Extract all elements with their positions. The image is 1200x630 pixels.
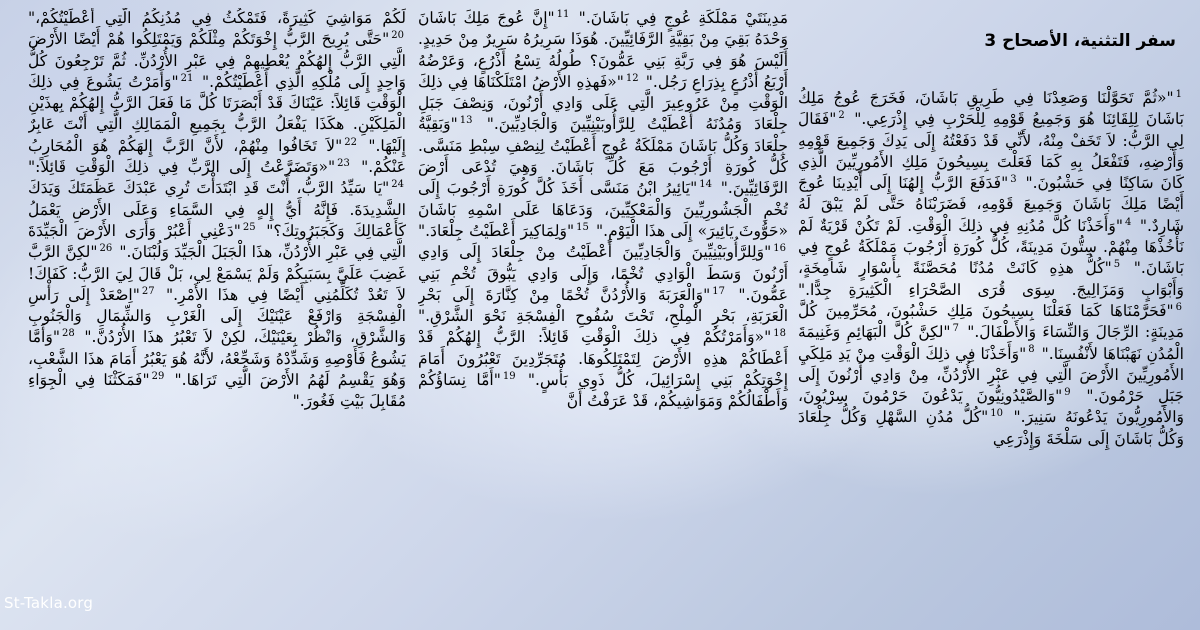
verse-text: "فَحَرَّمْنَاهَا كَمَا فَعَلْنَا بِسِيحُونَ مَلِكِ حَشْبُونَ، مُحَرِّمِينَ كُلَّ مَدِينَةٍ: الرِّجَالَ وَالنِّسَاءَ وَالأَطْفَالَ." <box>798 301 1184 342</box>
verse-number: 1 <box>1175 88 1182 100</box>
verse-text: "كُلُّ مُدُنِ السَّهْلِ وَكُلُّ جِلْعَادَ وَكُلُّ بَاشَانَ إِلَى سَلْخَةَ وَإِذْرَعِي <box>798 408 1184 448</box>
verse-text: "فَقَالَ لِي الرَّبُّ: لاَ تَخَفْ مِنْهُ، لأَنِّي قَدْ دَفَعْتُهُ إِلَى يَدِكَ وَجَمِيعَ قَوْمِهِ وَأَرْضِهِ، فَتَفْعَلُ بِهِ كَمَا فَعَلْتَ بِسِيحُونَ مَلِكِ الأَمُورِيِّينَ الَّذِي كَانَ سَاكِنًا فِي حَشْبُونَ." <box>798 110 1184 193</box>
column-middle-body <box>418 8 788 413</box>
verse-number: 27 <box>141 285 155 297</box>
verse-number: 8 <box>1028 344 1035 356</box>
verse-number: 29 <box>151 370 165 382</box>
verse-number: 25 <box>242 221 256 233</box>
verse-number: 17 <box>712 285 725 297</box>
verse-text: "يَا سَيِّدُ الرَّبُّ، أَنْتَ قَدِ ابْتَدَأْتَ تُرِي عَبْدَكَ عَظَمَتَكَ وَيَدَكَ الشَّدِيدَةَ. فَإِنَّهُ أَيُّ إِلهٍ فِي السَّمَاءِ وَعَلَى الأَرْضِ يَعْمَلُ كَأَعْمَالِكَ وَكَجَبَرُوتِكَ؟" <box>28 179 406 240</box>
verse-number: 24 <box>391 179 404 191</box>
verse-number: 28 <box>61 328 75 340</box>
verse-number: 12 <box>625 72 639 84</box>
verse-number: 7 <box>952 323 959 335</box>
verse-text: "فَدَفَعَ الرَّبُّ إِلهُنَا إِلَى أَيْدِينَا عُوجَ أَيْضًا مَلِكَ بَاشَانَ وَجَمِيعَ قَوْمِهِ، فَضَرَبْنَاهُ حَتَّى لَمْ يَبْقَ لَهُ شَارِدٌ." <box>798 174 1184 235</box>
verse-text: "وَالْعَرَبَةَ وَالأُرْدُنَّ تُخْمًا مِنْ كِنَّارَةَ إِلَى بَحْرِ الْعَرَبَةِ، بَحْرِ الْمِلْحِ، تَحْتَ سُفُوحِ الْفِسْجَةِ نَحْوَ الشَّرْقِ." <box>418 285 788 326</box>
verse-text: "«وَأَمَرْتُكُمْ فِي ذلِكَ الْوَقْتِ قَائِلاً: الرَّبُّ إِلهُكُمْ قَدْ أَعْطَاكُمْ هذِهِ الأَرْضَ لِتَمْتَلِكُوهَا. مُتَجَرِّدِينَ تَعْبُرُونَ أَمَامَ إِخْوَتِكُمْ بَنِي إِسْرَائِيلَ، كُلُّ ذَوِي بَأْسٍ." <box>418 328 788 390</box>
column-left-body <box>28 8 406 413</box>
verse-number: 9 <box>1064 387 1071 398</box>
verse-number: 5 <box>1113 259 1121 271</box>
verse-number: 20 <box>391 30 404 42</box>
verse-text: مَدِينَتَيْ مَمْلَكَةِ عُوجٍ فِي بَاشَانَ." <box>571 9 788 27</box>
chapter-title: سفر التثنية، الأصحاح 3 <box>984 31 1176 51</box>
verse-text: "دَعْنِي أَعْبُرْ وَأَرَى الأَرْضَ الْجَيِّدَةَ الَّتِي فِي عَبْرِ الأُرْدُنِّ، هذَا الْجَبَلَ الْجَيِّدَ وَلُبْنَانَ." <box>28 221 406 262</box>
text-column-right <box>798 12 1184 597</box>
verse-text: "اِصْعَدْ إِلَى رَأْسِ الْفِسْجَةِ وَارْفَعْ عَيْنَيْكَ إِلَى الْغَرْبِ وَالشِّمَالِ وَالْجَنُوبِ وَالشَّرْقِ، وَانْظُرْ بِعَيْنَيْكَ، لكِنْ لاَ تَعْبُرُ هذَا الأُرْدُنَّ." <box>28 285 406 347</box>
verse-number: 4 <box>1124 216 1132 228</box>
verse-number: 26 <box>99 243 113 255</box>
text-column-left <box>28 8 406 593</box>
verse-number: 13 <box>459 115 473 127</box>
text-column-middle <box>418 8 788 593</box>
verse-text: "وَالصَّيْدُونِيُّونَ يَدْعُونَ حَرْمُونَ سِرْيُونَ، وَالأَمُورِيُّونَ يَدْعُونَهُ سَنِيرَ." <box>798 387 1184 427</box>
verse-number: 16 <box>773 243 786 255</box>
verse-text: "وَأَخَذْنَا كُلَّ مُدُنِهِ فِي ذلِكَ الْوَقْتِ. لَمْ تَكُنْ قَرْيَةٌ لَمْ نَأْخُذْهَا مِنْهُمْ. سِتُّونَ مَدِينَةً، كُلُّ كُورَةِ أَرْجُوبَ مَمْلَكَةُ عُوجٍ فِي بَاشَانَ." <box>798 216 1184 278</box>
verse-number: 23 <box>337 157 350 169</box>
verse-number: 2 <box>838 110 845 122</box>
verse-text: "لكِنَّ الرَّبَّ غَضِبَ عَلَيَّ بِسَبَبِكُمْ وَلَمْ يَسْمَعْ لِي، بَلْ قَالَ لِيَ الرَّبُّ: كَفَاكَ! لاَ تَعُدْ تُكَلِّمُنِي أَيْضًا فِي هذَا الأَمْرِ." <box>28 243 406 304</box>
verse-text: "أَمَّا نِسَاؤُكُمْ وَأَطْفَالُكُمْ وَمَوَاشِيكُمْ، قَدْ عَرَفْتُ أَنَّ <box>418 371 788 411</box>
verse-text: "وَلِمَاكِيرَ أَعْطَيْتُ جِلْعَادَ." <box>418 221 575 240</box>
column-right-body <box>798 88 1184 450</box>
verse-text: لَكُمْ مَوَاشِيَ كَثِيرَةً، فَتَمْكُثُ فِي مُدُنِكُمُ الَّتِي أَعْطَيْتُكُمْ،" <box>28 9 406 27</box>
verse-text: "وَبَقِيَّةُ جِلْعَادَ وَكُلُّ بَاشَانَ مَمْلَكَةُ عُوجٍ أَعْطَيْتُ لِنِصْفِ سِبْطِ مَنَسَّى. كُلُّ كُورَةِ أَرْجُوبَ مَعَ كُلِّ بَاشَانَ. وَهِيَ تُدْعَى أَرْضَ الرَّفَائِيِّينَ." <box>418 115 788 198</box>
verse-text: "لكِنَّ كُلَّ الْبَهَائِمِ وَغَنِيمَةَ الْمُدُنِ نَهَبْنَاهَا لأَنْفُسِنَا." <box>798 323 1184 363</box>
verse-number: 18 <box>773 328 786 340</box>
verse-text: "يَائِيرُ ابْنُ مَنَسَّى أَخَذَ كُلَّ كُورَةِ أَرْجُوبَ إِلَى تُخْمِ الْجَشُورِيِّينَ وَالْمَعْكِيِّينَ، وَدَعَاهَا عَلَى اسْمِهِ بَاشَانَ «حَوُّوثَ يَائِيرَ» إِلَى هذَا الْيَوْمِ." <box>418 179 788 240</box>
verse-number: 6 <box>1175 301 1182 313</box>
verse-text: "وَأَمَّا يَشُوعُ فَأَوْصِهِ وَشَدِّدْهُ وَشَجِّعْهُ، لأَنَّهُ هُوَ يَعْبُرُ أَمَامَ هذَا الشَّعْبِ، وَهُوَ يَقْسِمُ لَهُمُ الأَرْضَ الَّتِي تَرَاهَا." <box>28 328 406 390</box>
verse-text: "وَأَخَذْنَا فِي ذلِكَ الْوَقْتِ مِنْ يَدِ مَلِكَيِ الأَمُورِيِّينَ الأَرْضَ الَّتِي فِي عَبْرِ الأُرْدُنِّ، مِنْ وَادِي أَرْنُونَ إِلَى جَبَلِ حَرْمُونَ." <box>798 344 1184 406</box>
verse-text: "فَمَكَثْنَا فِي الْجِوَاءِ مُقَابِلَ بَيْتِ فَغُورَ." <box>28 371 406 411</box>
verse-text: "«فَهذِهِ الأَرْضُ امْتَلَكْنَاهَا فِي ذلِكَ الْوَقْتِ مِنْ عَرُوعِيرَ الَّتِي عَلَى وَادِي أَرْنُونَ، وَنِصْفَ جَبَلِ جِلْعَادَ وَمُدُنَهُ أَعْطَيْتُ لِلرَّأُوبَيْنِيِّينَ وَالْجَادِيِّينَ." <box>418 72 788 134</box>
verse-text: "لاَ تَخَافُوا مِنْهُمْ، لأَنَّ الرَّبَّ إِلهَكُمْ هُوَ الْمُحَارِبُ عَنْكُمْ." <box>28 136 406 177</box>
verse-text: "وَلِلرَّأُوبَيْنِيِّينَ وَالْجَادِيِّينَ أَعْطَيْتُ مِنْ جِلْعَادَ إِلَى وَادِي أَرْنُونَ وَسَطَ الْوَادِي تُخْمًا، وَإِلَى وَادِي يَبُّوقَ تُخْمِ بَنِي عَمُّونَ." <box>418 243 788 304</box>
verse-text: "«ثُمَّ تَحَوَّلْنَا وَصَعِدْنَا فِي طَرِيقِ بَاشَانَ، فَخَرَجَ عُوجُ مَلِكُ بَاشَانَ لِلِقَائِنَا هُوَ وَجَمِيعُ قَوْمِهِ لِلْحَرْبِ فِي إِذْرَعِي." <box>798 89 1184 129</box>
verse-number: 10 <box>990 408 1004 420</box>
verse-text: "«وَتَضَرَّعْتُ إِلَى الرَّبِّ فِي ذلِكَ الْوَقْتِ قَائِلاً:" <box>28 158 336 177</box>
verse-text: "حَتَّى يُرِيحَ الرَّبُّ إِخْوَتَكُمْ مِثْلَكُمْ وَيَمْتَلِكُوا هُمْ أَيْضًا الأَرْضَ الَّتِي الرَّبُّ إِلهُكُمْ يُعْطِيهِمْ فِي عَبْرِ الأُرْدُنِّ. ثُمَّ تَرْجِعُونَ كُلُّ وَاحِدٍ إِلَى مُلْكِهِ الَّذِي أَعْطَيْتُكُمْ." <box>28 30 406 91</box>
verse-number: 22 <box>344 136 357 148</box>
verse-number: 15 <box>576 221 589 233</box>
verse-number: 19 <box>502 370 516 382</box>
verse-number: 14 <box>699 179 712 191</box>
verse-number: 3 <box>1010 174 1017 186</box>
verse-text: "كُلُّ هذِهِ كَانَتْ مُدُنًا مُحَصَّنَةً بِأَسْوَارٍ شَامِخَةٍ، وَأَبْوَابٍ وَمَزَالِيجَ. سِوَى قُرَى الصَّحْرَاءِ الْكَثِيرَةِ جِدًّا." <box>798 259 1184 299</box>
verse-number: 11 <box>556 8 570 20</box>
verse-number: 21 <box>180 72 194 84</box>
verse-text: "وَأَمَرْتُ يَشُوعَ فِي ذلِكَ الْوَقْتِ قَائِلاً: عَيْنَاكَ قَدْ أَبْصَرَتَا كُلَّ مَا فَعَلَ الرَّبُّ إِلهُكُمْ بِهذَيْنِ الْمَلِكَيْنِ. هكَذَا يَفْعَلُ الرَّبُّ بِجَمِيعِ الْمَمَالِكِ الَّتِي أَنْتَ عَابِرٌ إِلَيْهَا." <box>28 72 406 155</box>
verse-text: "إِنَّ عُوجَ مَلِكَ بَاشَانَ وَحْدَهُ بَقِيَ مِنْ بَقِيَّةِ الرَّفَائِيِّينَ. هُوَذَا سَرِيرُهُ سَرِيرٌ مِنْ حَدِيدٍ. أَلَيْسَ هُوَ فِي رَبَّةِ بَنِي عَمُّونَ؟ طُولُهُ تِسْعُ أَذْرُعٍ، وَعَرْضُهُ أَرْبَعُ أَذْرُعٍ بِذِرَاعِ رَجُل." <box>418 9 788 91</box>
site-watermark[interactable]: St-Takla.org <box>4 594 94 612</box>
